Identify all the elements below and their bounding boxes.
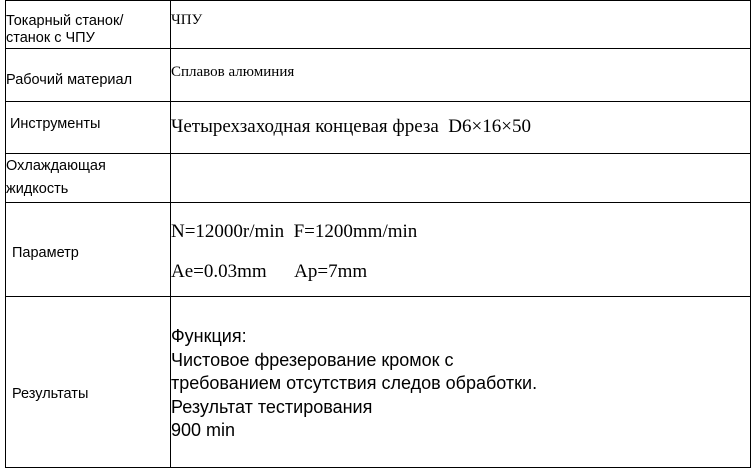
label-cell [6, 102, 171, 154]
value-cell [171, 154, 751, 203]
machine-label-line2: станок с ЧПУ [6, 30, 95, 46]
results-text [171, 325, 537, 443]
results-line: требованием отсутствия следов обработки. [171, 373, 538, 393]
table-row [6, 1, 751, 49]
value-cell [171, 102, 751, 154]
spec-table [5, 0, 751, 468]
machine-value: ЧПУ [171, 12, 203, 28]
coolant-label-line2: жидкость [6, 181, 69, 197]
results-line: 900 min [171, 420, 236, 440]
value-cell [171, 203, 751, 297]
material-value: Сплавов алюминия [171, 64, 295, 80]
machine-label-line1: Токарный станок/ [6, 13, 124, 29]
value-cell [171, 297, 751, 468]
label-cell [6, 297, 171, 468]
value-cell [171, 49, 751, 102]
tools-value: Четырехзаходная концевая фреза D6×16×50 [171, 116, 531, 137]
label-cell [6, 203, 171, 297]
tools-label: Инструменты [10, 116, 101, 132]
results-line: Результат тестирования [171, 396, 373, 417]
params-line2: Ae=0.03mm Ap=7mm [171, 261, 368, 282]
results-line: Чистовое фрезерование кромок с [171, 349, 454, 370]
material-label: Рабочий материал [6, 72, 133, 88]
table-row [6, 102, 751, 154]
table-row [6, 203, 751, 297]
results-line: Функция: [171, 326, 247, 346]
results-label: Результаты [12, 386, 89, 402]
table-row [6, 297, 751, 468]
label-cell [6, 1, 171, 49]
params-label: Параметр [12, 245, 79, 261]
params-line1: N=12000r/min F=1200mm/min [171, 221, 418, 242]
label-cell [6, 154, 171, 203]
value-cell [171, 1, 751, 49]
label-cell [6, 49, 171, 102]
coolant-label-line1: Охлаждающая [6, 158, 106, 174]
table-row [6, 49, 751, 102]
table-row [6, 154, 751, 203]
